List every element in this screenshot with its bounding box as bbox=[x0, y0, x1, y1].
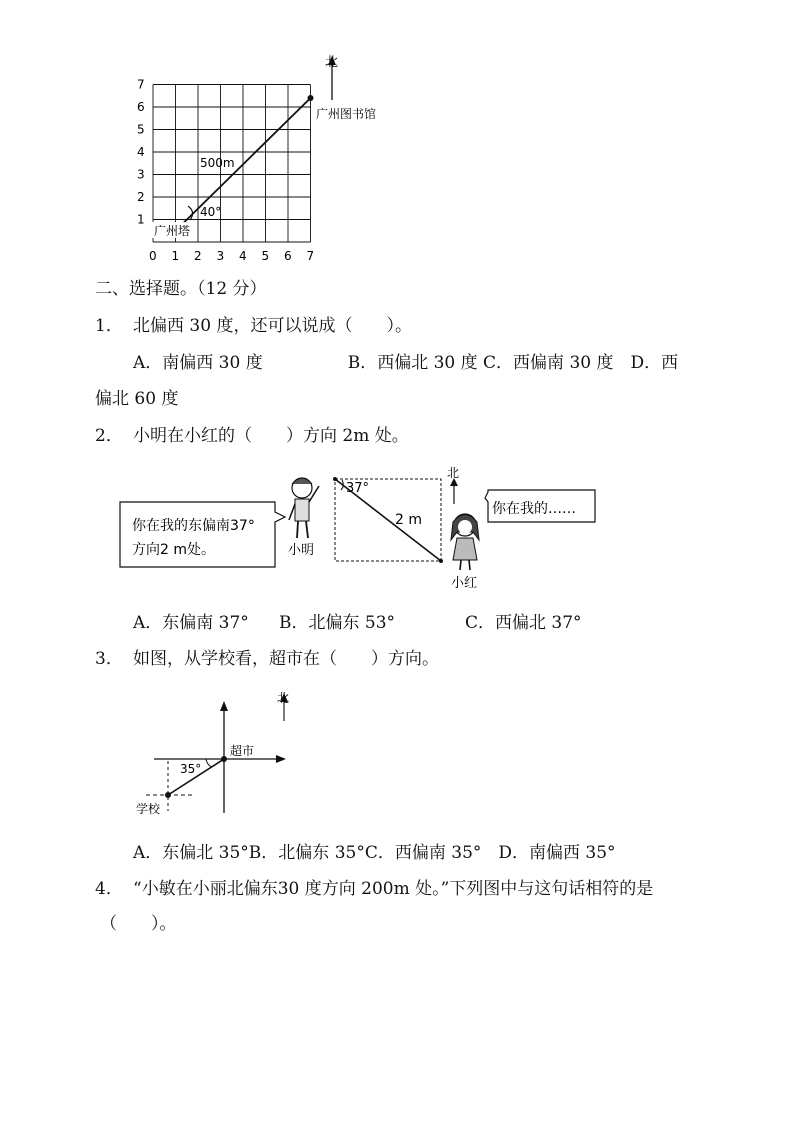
end-label: 广州图书馆 bbox=[316, 107, 377, 121]
q3-angle-label: 35° bbox=[180, 762, 202, 776]
x-tick-label: 3 bbox=[216, 249, 225, 263]
q2-stem: 小明在小红的（ ）方向 2m 处。 bbox=[133, 426, 409, 446]
q3-stem: 如图，从学校看，超市在（ ）方向。 bbox=[133, 649, 439, 669]
q3-number: 3． bbox=[95, 649, 123, 669]
q2-figure bbox=[95, 462, 655, 597]
school-label: 学校 bbox=[136, 802, 161, 816]
y-tick-label: 5 bbox=[137, 122, 145, 137]
q2-option-a: A．东偏南 37° bbox=[133, 613, 249, 633]
y-tick-labels bbox=[137, 78, 145, 227]
q2-number: 2． bbox=[95, 426, 123, 446]
boy-figure bbox=[289, 478, 319, 538]
market-point bbox=[221, 756, 227, 762]
q2-option-b: B．北偏东 53° bbox=[279, 613, 396, 633]
distance-label: 500m bbox=[200, 156, 235, 170]
q2-north-label: 北 bbox=[447, 466, 460, 480]
right-bubble-text: 你在我的…… bbox=[492, 501, 576, 517]
q1-options-line2: 偏北 60 度 bbox=[95, 389, 179, 409]
north-label: 北 bbox=[325, 55, 339, 70]
boy-name: 小明 bbox=[288, 543, 315, 558]
y-tick-label: 1 bbox=[137, 212, 145, 227]
q1-stem: 北偏西 30 度，还可以说成（ ）。 bbox=[133, 316, 412, 336]
horizontal-axis-arrow bbox=[276, 755, 286, 763]
q2-angle-label: 37° bbox=[346, 481, 370, 496]
q1-number: 1． bbox=[95, 316, 123, 336]
q3-options: A．东偏北 35°B．北偏东 35°C．西偏南 35° D．南偏西 35° bbox=[133, 843, 616, 863]
boy-point bbox=[333, 477, 337, 481]
x-tick-label: 1 bbox=[171, 249, 180, 263]
y-tick-label: 3 bbox=[137, 167, 145, 182]
x-tick-label: 2 bbox=[194, 249, 202, 263]
q4-stem: “小敏在小丽北偏东30 度方向 200m 处。”下列图中与这句话相符的是 bbox=[133, 879, 654, 899]
x-tick-label: 4 bbox=[239, 249, 247, 263]
market-label: 超市 bbox=[230, 744, 255, 758]
girl-figure bbox=[451, 514, 479, 570]
y-tick-label: 4 bbox=[137, 145, 145, 159]
q3-north-label: 北 bbox=[277, 691, 290, 705]
q1-options-line1: A．南偏西 30 度 B．西偏北 30 度 C．西偏南 30 度 D．西 bbox=[133, 353, 679, 373]
x-tick-label: 5 bbox=[261, 249, 270, 263]
q3-angle-arc bbox=[206, 759, 212, 767]
x-tick-label: 7 bbox=[306, 249, 315, 263]
y-tick-label: 6 bbox=[137, 100, 145, 114]
q3-figure bbox=[130, 685, 330, 825]
q2-distance-label: 2 m bbox=[395, 512, 422, 528]
y-tick-label: 2 bbox=[137, 190, 145, 204]
q2-option-c: C．西偏北 37° bbox=[465, 613, 582, 633]
school-point bbox=[165, 792, 171, 798]
girl-name: 小红 bbox=[451, 576, 478, 591]
end-point bbox=[308, 95, 314, 101]
y-tick-label: 7 bbox=[137, 77, 145, 92]
girl-point bbox=[439, 559, 443, 563]
x-tick-labels bbox=[149, 249, 314, 263]
x-tick-label: 6 bbox=[284, 249, 292, 263]
grid-map-figure bbox=[130, 50, 410, 270]
q4-number: 4． bbox=[95, 879, 123, 899]
left-bubble-line2: 方向2 m处。 bbox=[132, 542, 215, 558]
angle-label: 40° bbox=[200, 205, 222, 219]
vertical-axis-arrow bbox=[220, 701, 228, 711]
left-bubble-line1: 你在我的东偏南37° bbox=[132, 518, 255, 534]
q4-blank: （ ）。 bbox=[100, 914, 177, 934]
start-label: 广州塔 bbox=[154, 224, 191, 238]
section-title: 二、选择题。（12 分） bbox=[95, 279, 267, 299]
x-tick-label: 0 bbox=[149, 249, 157, 263]
